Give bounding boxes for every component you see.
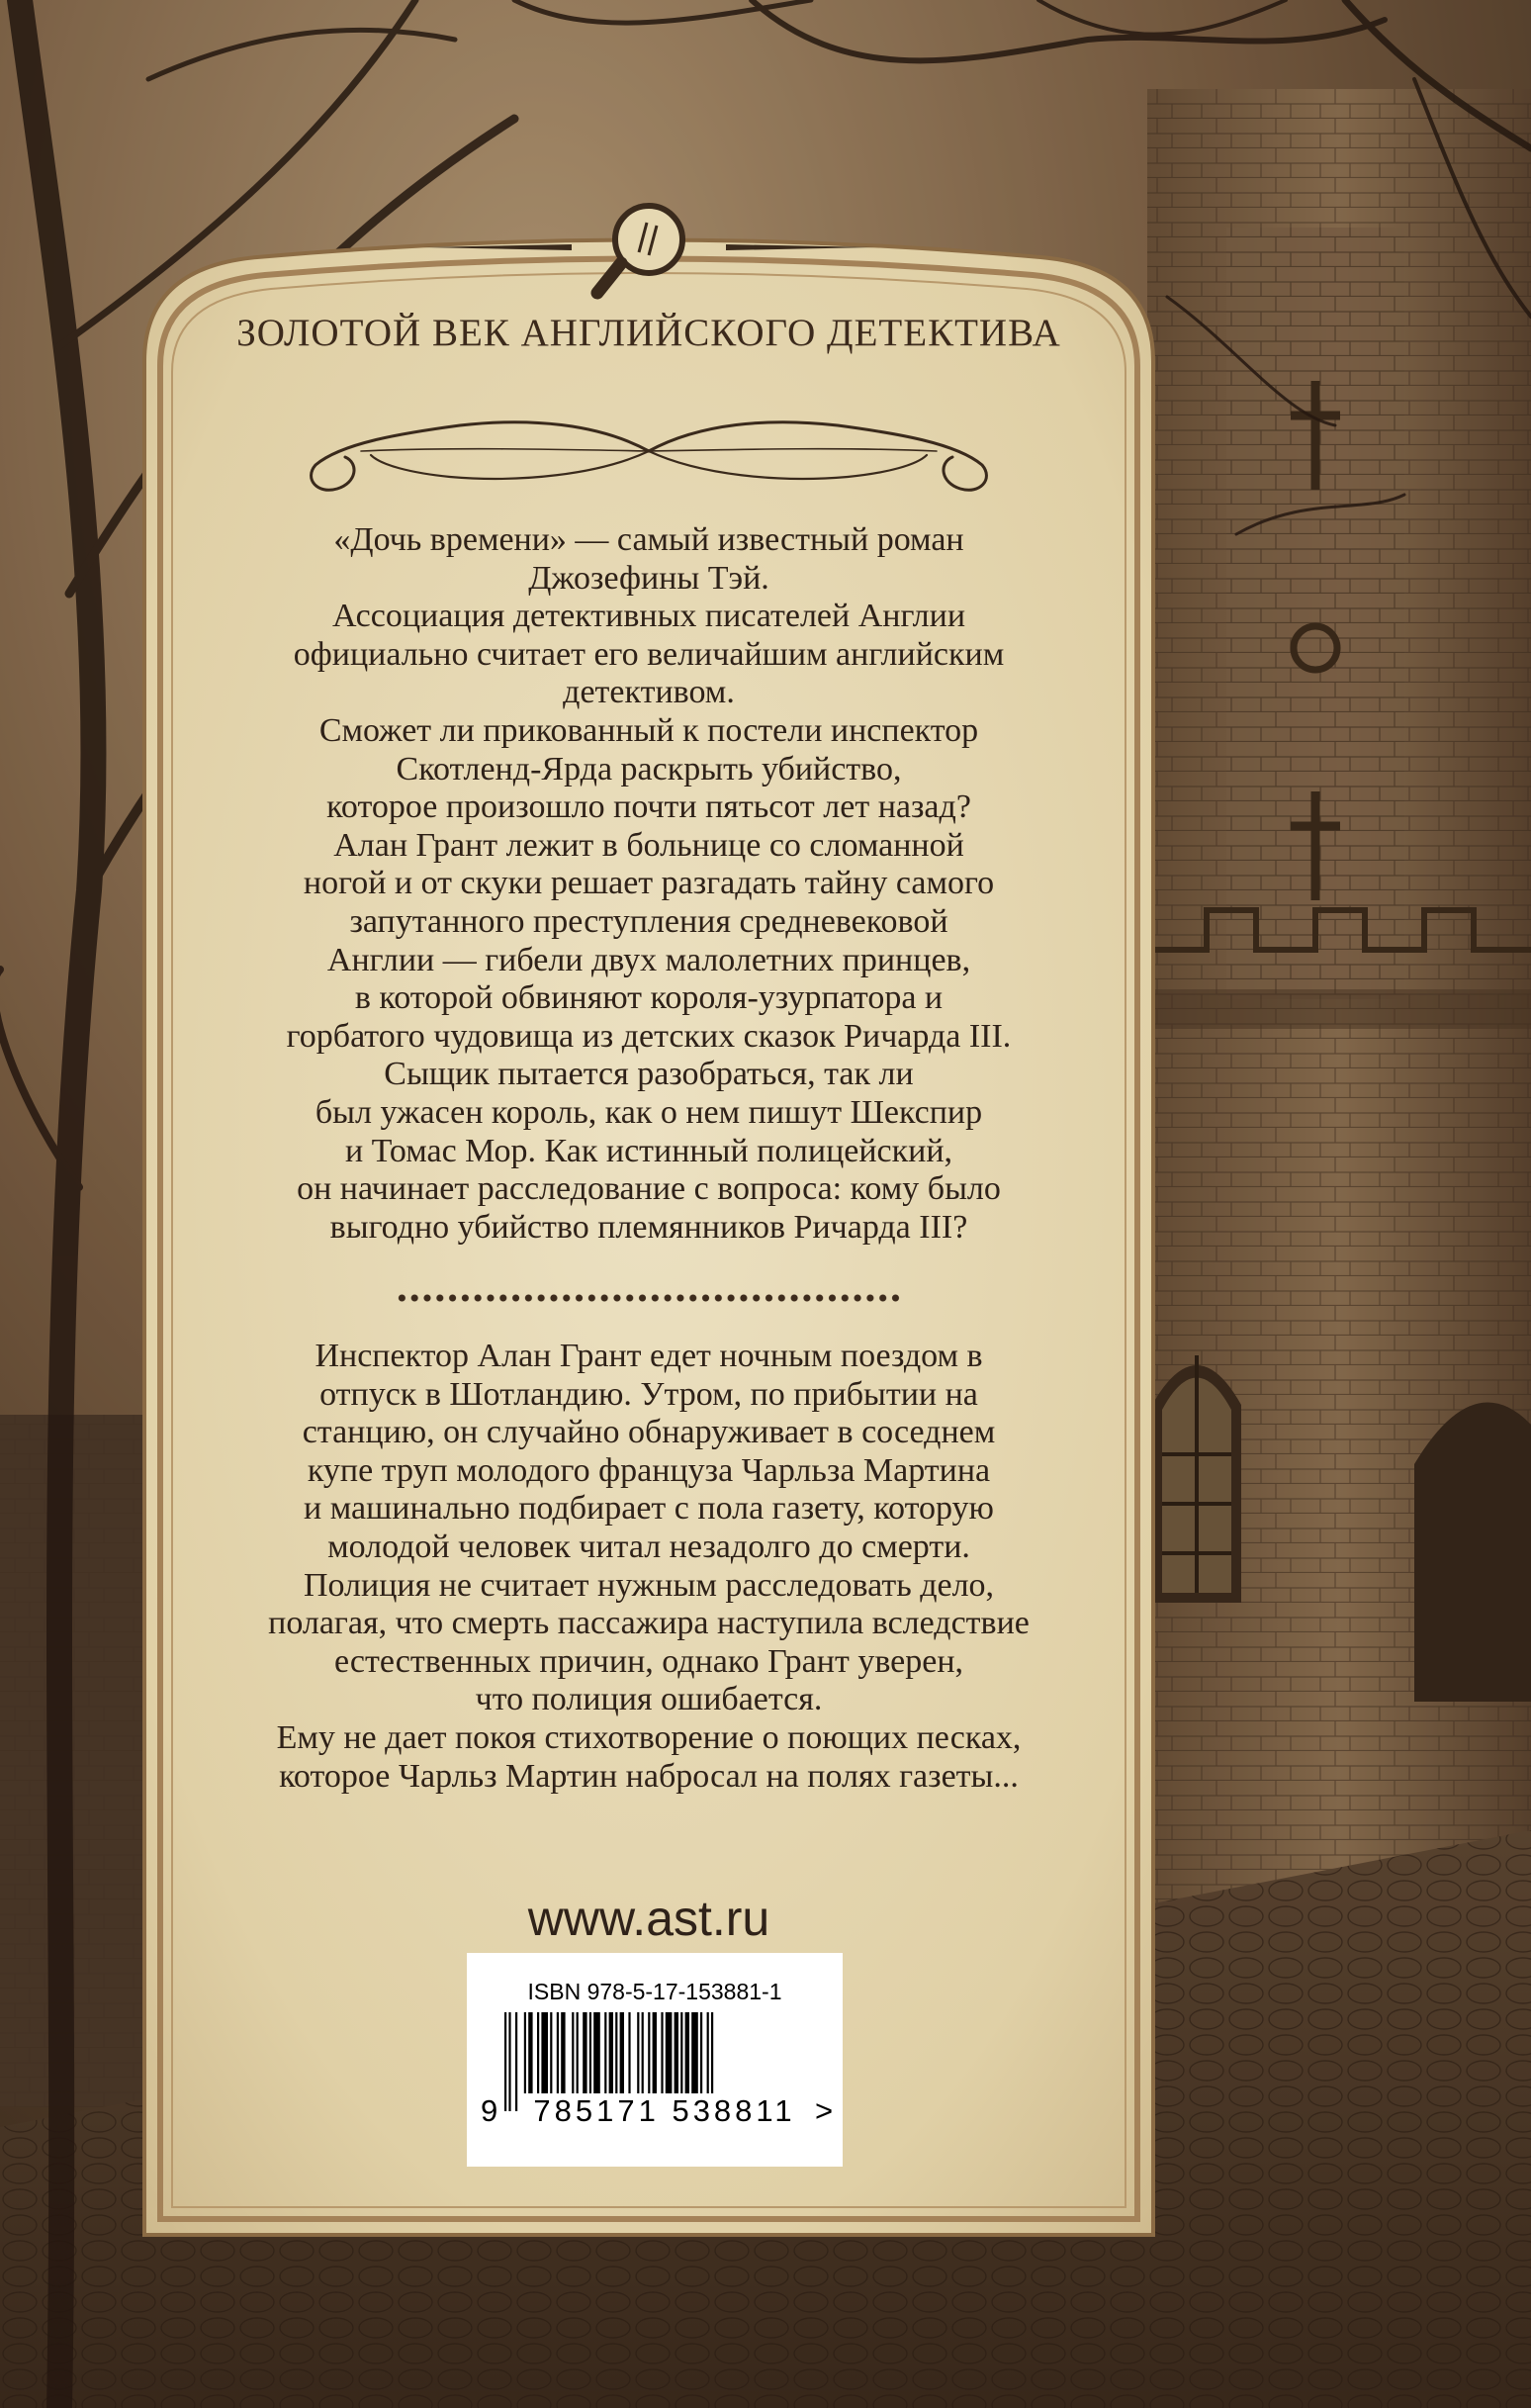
description-line: горбатого чудовища из детских сказок Ричарда III. [286,1017,1012,1055]
description-line: станцию, он случайно обнаруживает в соседнем [302,1414,996,1451]
description-line: ногой и от скуки решает разгадать тайну самого [303,865,995,902]
book-description-2 [198,1338,1100,1796]
description-line: «Дочь времени» — самый известный роман [333,521,964,558]
isbn-barcode [467,1953,843,2167]
description-line: в которой обвиняют короля-узурпатора и [354,979,944,1017]
description-line: Сможет ли прикованный к постели инспектор [318,711,979,749]
publisher-website: www.ast.ru [527,1891,770,1946]
parchment-panel [138,228,1159,2241]
description-line: Скотленд-Ярда раскрыть убийство, [396,750,902,787]
description-line: Сыщик пытается разобраться, так ли [384,1056,914,1093]
ean-digits-text: 785171 538811 [529,2093,799,2128]
description-line: молодой человек читал незадолго до смерти. [327,1528,970,1565]
description-line: отпуск в Шотландию. Утром, по прибытии на [319,1375,978,1413]
description-line: и Томас Мор. Как истинный полицейский, [344,1132,953,1169]
book-description-1 [198,521,1100,1247]
description-line: которое Чарльз Мартин набросал на полях газеты... [279,1757,1019,1795]
description-line: полагая, что смерть пассажира наступила вследствие [268,1605,1030,1642]
dotted-divider [396,1291,902,1305]
series-title: ЗОЛОТОЙ ВЕК АНГЛИЙСКОГО ДЕТЕКТИВА [236,312,1061,354]
description-line: он начинает расследование с вопроса: кому было [297,1170,1001,1208]
description-line: официально считает его величайшим английским [293,635,1005,673]
ean-digits [518,2093,811,2129]
description-line: детективом. [563,674,735,711]
description-line: выгодно убийство племянников Ричарда III? [329,1208,968,1246]
ean-arrow: > [815,2093,834,2128]
description-line: запутанного преступления средневековой [349,902,948,940]
ornamental-flourish [302,404,996,499]
ean-first-digit: 9 [481,2093,498,2128]
isbn-label: ISBN 978-5-17-153881-1 [527,1979,782,2004]
description-line: что полиция ошибается. [475,1681,823,1718]
description-line: Алан Грант лежит в больнице со сломанной [333,826,964,864]
description-line: которое произошло почти пятьсот лет назад? [326,788,971,826]
description-line: купе труп молодого француза Чарльза Мартина [307,1451,991,1489]
magnifying-glass-icon [423,198,874,307]
description-line: Ассоциация детективных писателей Англии [331,598,966,635]
description-line: Инспектор Алан Грант едет ночным поездом в [315,1338,983,1374]
description-line: Англии — гибели двух малолетних принцев, [326,941,971,978]
description-line: естественных причин, однако Грант уверен, [333,1642,964,1680]
description-line: Ему не дает покоя стихотворение о поющих песках, [276,1718,1022,1756]
description-line: был ужасен король, как о нем пишут Шекспир [315,1093,983,1131]
description-line: и машинально подбирает с пола газету, которую [304,1490,994,1528]
description-line: Джозефины Тэй. [528,559,769,597]
description-line: Полиция не считает нужным расследовать дело, [303,1566,995,1604]
